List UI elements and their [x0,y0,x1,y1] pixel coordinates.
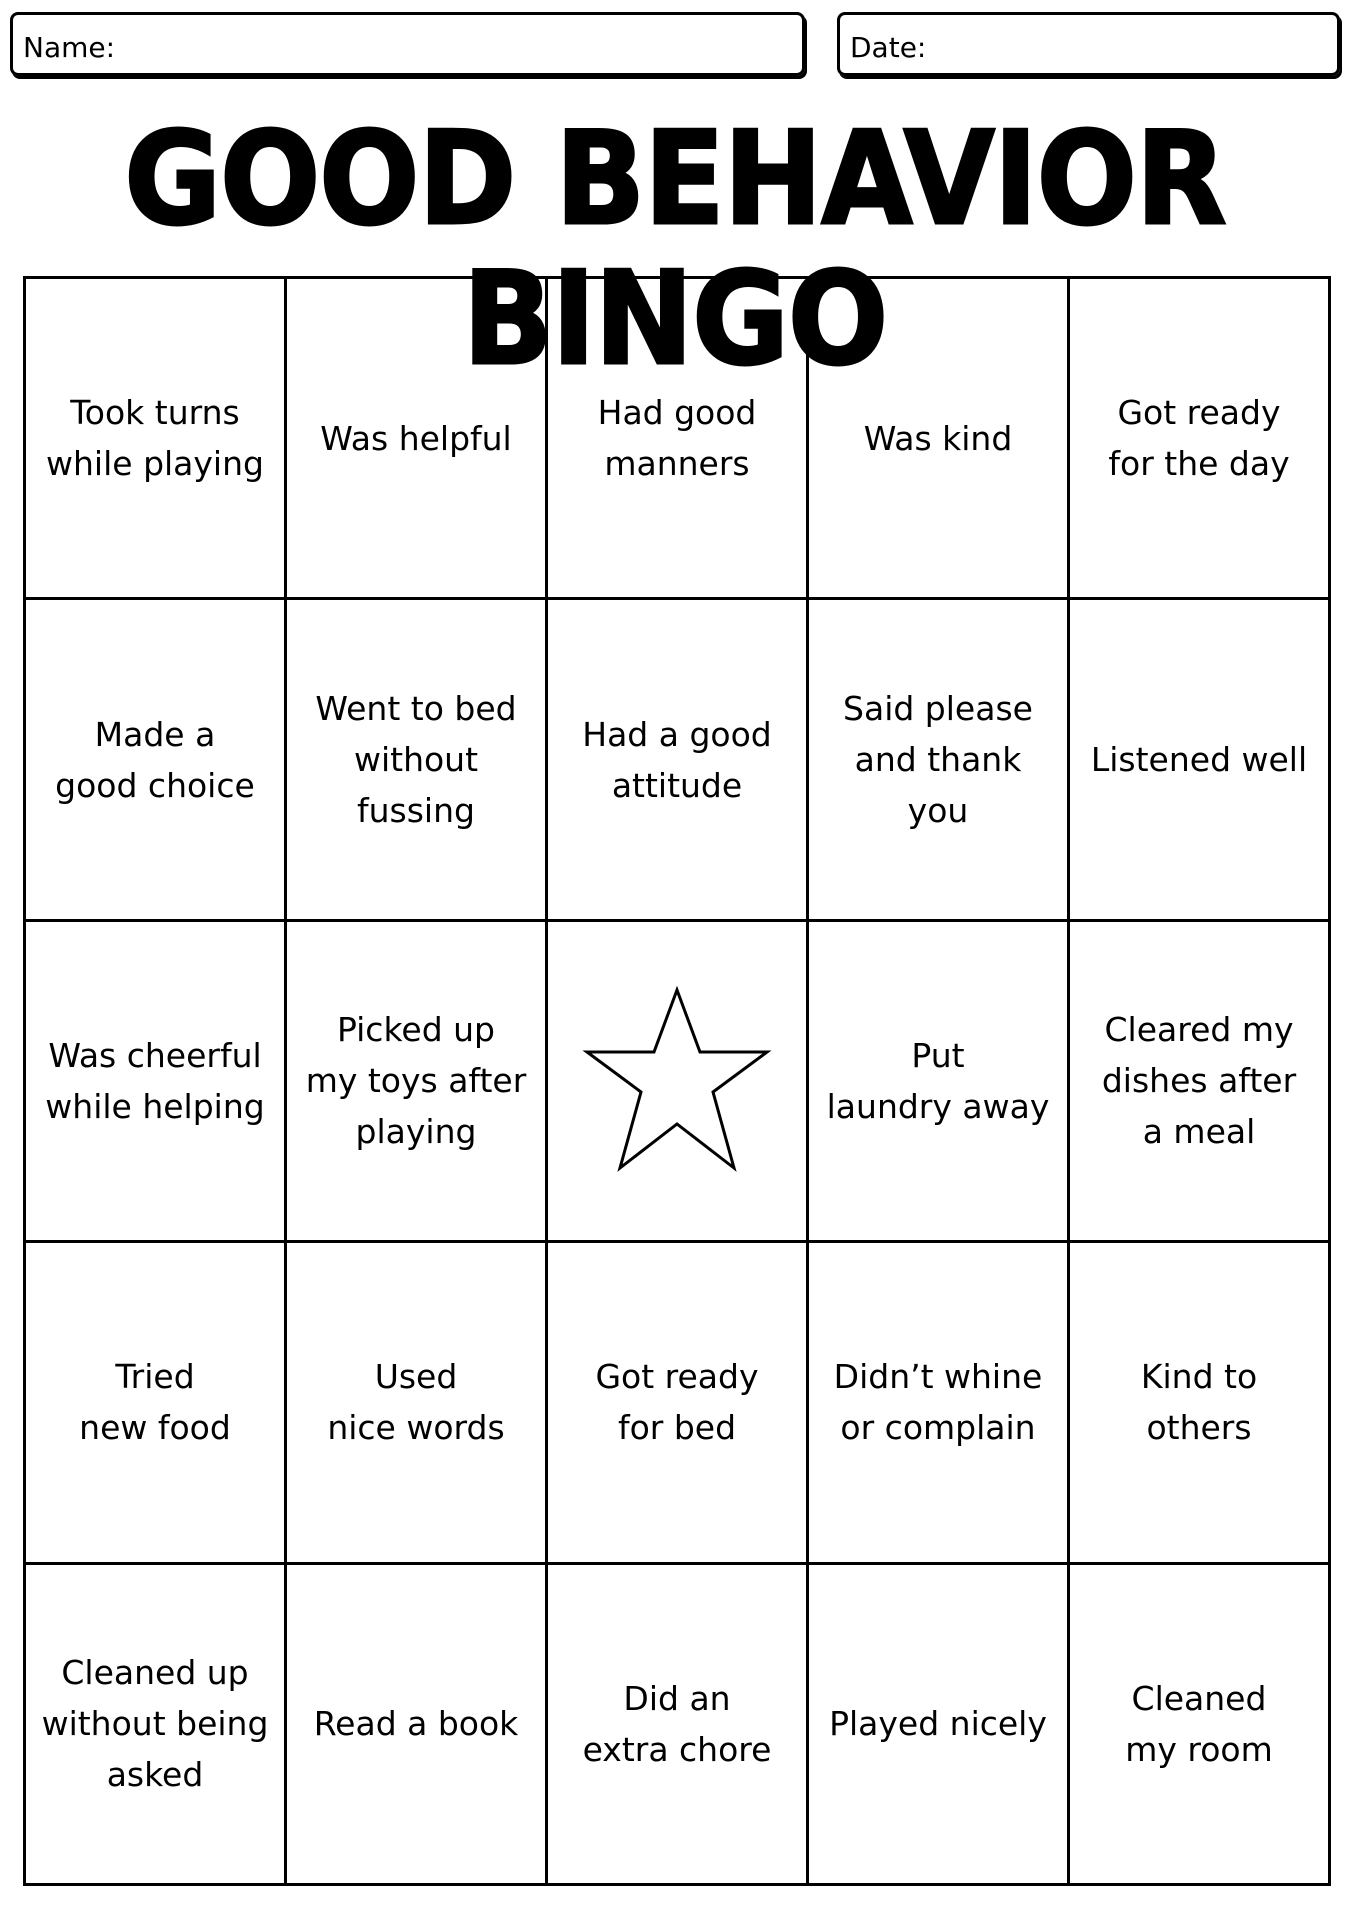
bingo-cell[interactable] [548,1243,809,1564]
bingo-cell[interactable] [809,600,1070,921]
bingo-cell-text: Put laundry away [826,1035,1050,1126]
bingo-cell-text: Read a book [313,1704,519,1744]
bingo-cell[interactable] [1070,922,1331,1243]
bingo-cell[interactable] [26,279,287,600]
bingo-cell-text: Played nicely [829,1704,1047,1744]
bingo-cell-text: Picked up my toys after playing [305,1010,527,1152]
bingo-cell[interactable] [287,1243,548,1564]
name-label: Name: [23,31,116,64]
bingo-cell[interactable] [1070,1565,1331,1886]
bingo-cell-text: Made a good choice [55,714,255,805]
bingo-cell-text: Listened well [1090,740,1308,780]
free-space-cell[interactable] [548,922,809,1243]
bingo-cell-text: Took turns while playing [46,393,264,484]
bingo-cell-text: Cleaned up without being asked [41,1653,269,1795]
bingo-cell[interactable] [809,279,1070,600]
bingo-cell[interactable] [287,922,548,1243]
bingo-cell-text: Didn’t whine or complain [833,1357,1043,1448]
bingo-cell[interactable] [809,1565,1070,1886]
bingo-cell[interactable] [26,1243,287,1564]
bingo-cell[interactable] [287,1565,548,1886]
bingo-cell[interactable] [809,1243,1070,1564]
bingo-cell-text: Cleared my dishes after a meal [1101,1010,1297,1152]
bingo-cell[interactable] [26,922,287,1243]
bingo-cell-text: Tried new food [79,1357,231,1448]
bingo-cell-text: Said please and thank you [843,689,1033,831]
bingo-cell-text: Did an extra chore [582,1678,772,1769]
bingo-cell-text: Got ready for bed [595,1357,759,1448]
bingo-cell-text: Went to bed without fussing [315,689,517,831]
bingo-cell[interactable] [26,600,287,921]
bingo-cell-text: Had a good attitude [582,714,772,805]
bingo-cell[interactable] [809,922,1070,1243]
bingo-cell[interactable] [287,279,548,600]
bingo-cell-text: Used nice words [327,1357,505,1448]
bingo-cell[interactable] [26,1565,287,1886]
bingo-grid [23,276,1331,1886]
name-field[interactable] [10,12,805,76]
bingo-cell-text: Had good manners [597,393,757,484]
date-field[interactable] [837,12,1340,76]
date-label: Date: [850,31,927,64]
bingo-cell[interactable] [548,279,809,600]
bingo-cell-text: Got ready for the day [1108,393,1290,484]
bingo-cell-text: Was kind [863,418,1013,458]
bingo-cell-text: Was cheerful while helping [45,1035,265,1126]
bingo-cell-text: Cleaned my room [1125,1678,1273,1769]
bingo-cell[interactable] [1070,1243,1331,1564]
bingo-cell[interactable] [548,600,809,921]
bingo-cell[interactable] [287,600,548,921]
bingo-cell-text: Was helpful [320,418,512,458]
bingo-cell-text: Kind to others [1140,1357,1258,1448]
bingo-cell[interactable] [1070,279,1331,600]
page-title: GOOD BEHAVIOR BINGO [124,105,1226,394]
star-icon [577,986,777,1176]
bingo-cell[interactable] [548,1565,809,1886]
bingo-cell[interactable] [1070,600,1331,921]
